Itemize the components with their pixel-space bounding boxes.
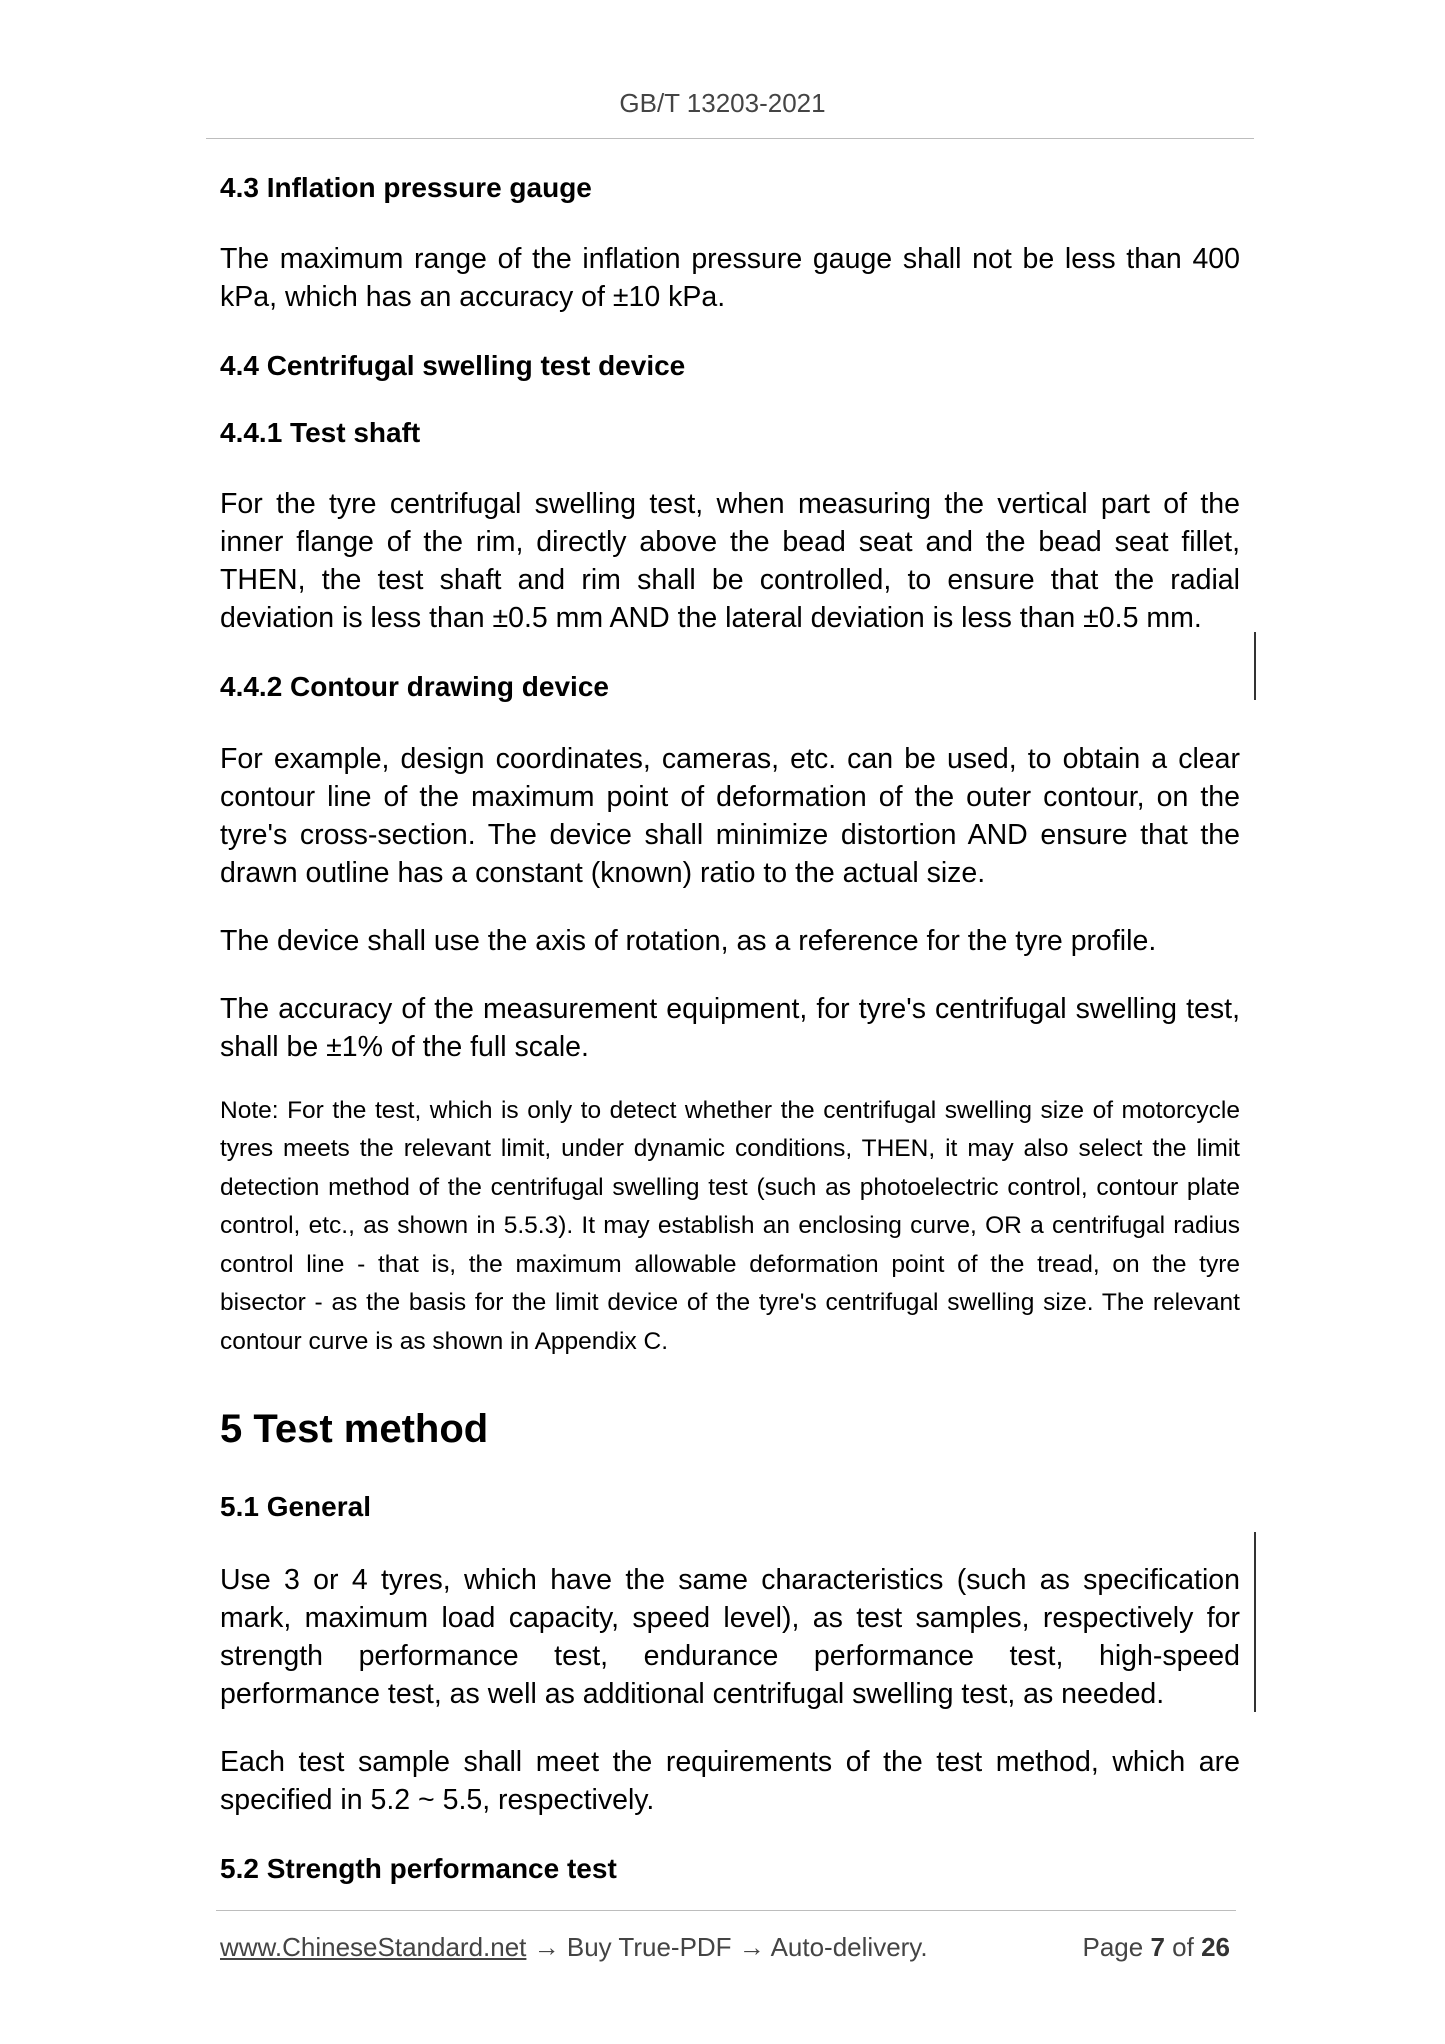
paragraph-4-4-2-c: The accuracy of the measurement equipment, for tyre's centrifugal swelling test, shall be ±1% of the full scale. [220,992,1240,1063]
page-header: GB/T 13203-2021 [619,88,826,118]
paragraph-4-4-1: For the tyre centrifugal swelling test, when measuring the vertical part of the inner flange of the rim, directly above the bead seat and the bead seat fillet, THEN, the test shaft and rim shall be controlled, to ensure that the radial deviation is less than ±0.5 mm AND the lateral deviation is less than ±0.5 mm. [220,488,1240,635]
paragraph-5-1-b: Each test sample shall meet the requirements of the test method, which are specified in 5.2 ~ 5.5, respectively. [220,1746,1240,1817]
revision-marker-bar [1254,632,1256,700]
of-label: of [1172,1932,1194,1962]
page-number: 7 [1150,1932,1165,1962]
revision-marker-bar [1254,1532,1256,1712]
heading-4-3: 4.3 Inflation pressure gauge [220,172,592,203]
heading-4-4: 4.4 Centrifugal swelling test device [220,350,686,382]
heading-5-2: 5.2 Strength performance test [220,1853,617,1885]
footer-source [220,1932,928,1963]
heading-5: 5 Test method [220,1407,489,1452]
heading-4-4-2: 4.4.2 Contour drawing device [220,671,609,703]
note-text: Note: For the test, which is only to detect whether the centrifugal swelling size of motorcycle tyres meets the relevant limit, under dynamic conditions, THEN, it may also select the limit detection method of the centrifugal swelling test (such as photoelectric control, contour plate control, etc., as shown in 5.5.3). It may establish an enclosing curve, OR a centrifugal radius control line - that is, the maximum allowable deformation point of the tread, on the tyre bisector - as the basis for the limit device of the tyre's centrifugal swelling size. The relevant contour curve is as shown in Appendix C. [220,1096,1240,1355]
page-indicator [1082,1932,1230,1963]
page-total: 26 [1201,1932,1230,1962]
paragraph-4-4-2-a: For example, design coordinates, cameras, etc. can be used, to obtain a clear contour line of the maximum point of deformation of the outer contour, on the tyre's cross-section. The device shall minimize distortion AND ensure that the drawn outline has a constant (known) ratio to the actual size. [220,742,1240,889]
note-block [220,1092,1240,1362]
source-link[interactable]: www.ChineseStandard.net [220,1932,527,1962]
heading-4-4-1: 4.4.1 Test shaft [220,416,421,448]
footer-tagline: → Buy True-PDF → Auto-delivery. [526,1932,928,1962]
paragraph-4-4-2-b: The device shall use the axis of rotation, as a reference for the tyre profile. [220,924,1157,957]
paragraph-4-3: The maximum range of the inflation pressure gauge shall not be less than 400 kPa, which has an accuracy of ±10 kPa. [220,243,1240,314]
page-body [220,170,1240,1888]
footer-divider [216,1910,1236,1911]
header-divider [206,138,1254,139]
page-footer [220,1932,1230,1963]
page-label: Page [1082,1932,1144,1962]
heading-5-1: 5.1 General [220,1491,371,1523]
paragraph-5-1-a: Use 3 or 4 tyres, which have the same characteristics (such as specification mark, maximum load capacity, speed level), as test samples, respectively for strength performance test, endurance performance test, high-speed performance test, as well as additional centrifugal swelling test, as needed. [220,1564,1240,1711]
